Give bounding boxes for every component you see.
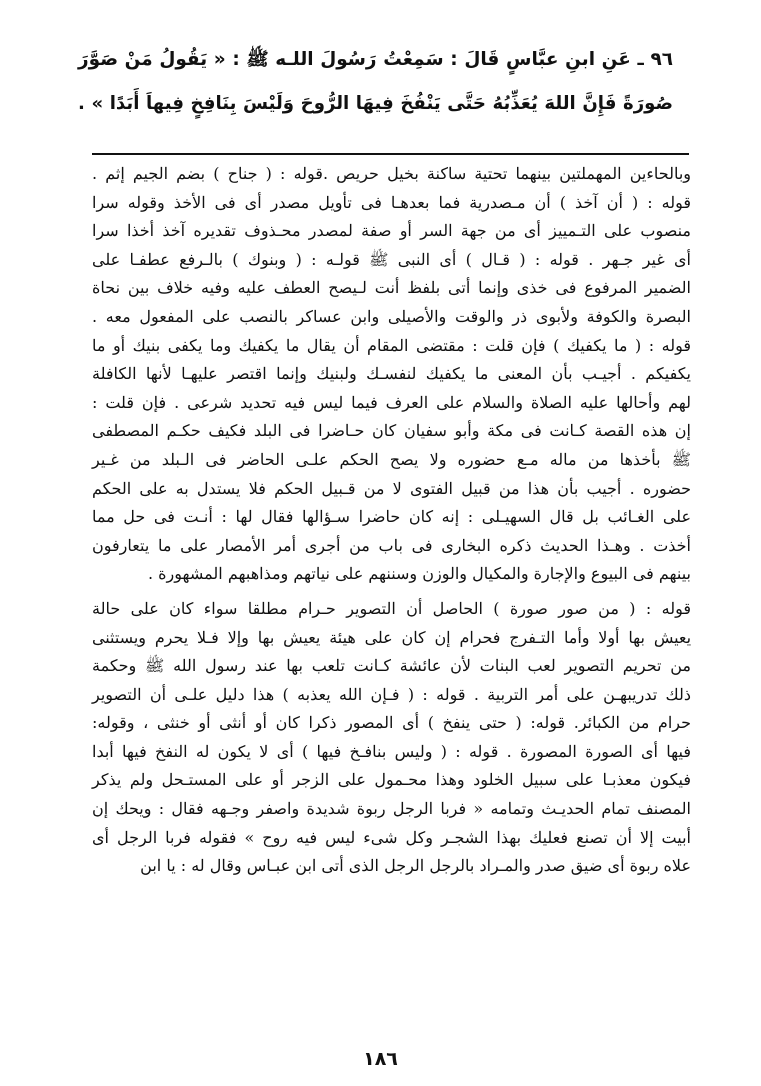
hadith-line: ٩٦ ـ عَنِ ابنِ عبَّاسٍ قَالَ : سَمِعْتُ رَسُولَ اللـه ﷺ : « يَقُولُ مَنْ صَوَّرَ bbox=[78, 49, 673, 70]
text-line: البصرة والكوفة ولأبوى ذر والوقت والأصيلى وابن عساكر بالنصب على المفعول معه . bbox=[92, 306, 691, 326]
text-line: الضمير المرفوع فى خذى وإنما أتى بلفظ أنت لـيصح العطف عليه وفيه خلاف بين نحاة bbox=[92, 278, 691, 298]
text-line: أبيت إلا أن تصنع فعليك بهذا الشجـر وكل شىء ليس فيه روح » فقوله فربا الرجل أى bbox=[92, 827, 691, 847]
text-line: المصنف تمام الحديـث وتمامه « فربا الرجل ربوة شديدة واصفر وجـهه فقال : ويحك إن bbox=[92, 799, 691, 819]
commentary-text bbox=[92, 160, 691, 881]
text-line: وبالحاءين المهملتين بينهما تحتية ساكنة بخيل حريص .قوله : ( جناح ) بضم الجيم إثم . bbox=[92, 164, 691, 183]
text-line: من تحريم التصوير لعب البنات لأن عائشة كـانت تلعب بها عند رسول الله ﷺ وحكمة bbox=[92, 656, 691, 676]
text-line: قوله : ( من صور صورة ) الحاصل أن التصوير حـرام مطلقا سواء كان على حالة bbox=[92, 598, 691, 618]
text-line: يكفيكم . أجيـب بأن المعنى ما يكفيك لنفسـك ولبنيك وإنما اقتصر عليهـا لأنها الكافلة bbox=[92, 364, 691, 384]
text-line: على الغـائب بل قال السهيـلى : إنه كان حاضرا سـؤالها فقال لها : أنـت فى حل مما bbox=[92, 507, 691, 527]
page-number: ١٨٦ bbox=[363, 1048, 398, 1070]
text-line: قوله : ( أن آخذ ) أن مـصدرية فما بعدهـا فى تأويل مصدر أى فى الأخذ وقوله سرا bbox=[92, 192, 691, 212]
text-line: أى غير جـهر . قوله : ( قـال ) أى النبى ﷺ قولـه : ( وبنوك ) بالـرفع عطفـا على bbox=[92, 249, 691, 269]
text-line: ﷺ بأخذها من ماله مـع حضوره ولا يصح الحكم علـى الحاضر فى الـبلد من غـير bbox=[92, 449, 691, 469]
text-line: بينهم فى البيوع والإجارة والمكيال والوزن وسننهم على نياتهم ومذاهبهم المشهورة . bbox=[147, 564, 691, 584]
text-line: علاه ربوة أى ضيق صدر والمـراد بالرجل الرجل الذى أتى ابن عبـاس وقال له : يا ابن bbox=[140, 856, 691, 876]
text-line: لهم وأحالها عليه الصلاة والسلام على العرف فيما ليس فيه تحديد شرعى . فإن قلت : bbox=[92, 392, 691, 412]
text-line: إن هذه القصة كـانت فى مكة وأبو سفيان كان حـاضرا فى البلد فكيف حكـم المصطفى bbox=[92, 421, 691, 441]
text-line: فيها أى الصورة المصورة . قوله : ( وليس بنافـخ فيها ) أى لا يكون له النفخ فيها أبدا bbox=[92, 741, 691, 761]
text-line: منصوب على التـمييز أى من جهة السر أو صفة لمصدر محـذوف تقديره آخذ أخذا سرا bbox=[92, 221, 691, 241]
hadith-line: صُورَةً فَإِنَّ اللهَ يُعَذِّبُهُ حَتَّى يَنْفُخَ فِيهَا الرُّوحَ وَلَيْسَ بِنَافِخٍ فِيهاَ أَبَدًا » . bbox=[78, 93, 673, 114]
text-line: حرام من الكبائر. قوله: ( حتى ينفخ ) أى المصور ذكرا كان أو أنثى أو خنثى ، وقوله: bbox=[92, 713, 691, 733]
commentary-paragraph bbox=[92, 160, 691, 589]
commentary-paragraph bbox=[92, 595, 691, 881]
hadith-text bbox=[78, 38, 673, 126]
text-line: يعيش بها أولا وأما التـفرج فحرام إن كان على هيئة يعيش بها وإلا فـلا يحرم ويستثنى bbox=[92, 627, 691, 647]
text-line: فيكون معذبـا على سبيل الخلود وهذا محـمول على الزجر أو على المستـحل ولم يذكر bbox=[92, 770, 691, 790]
text-line: ذلك تدريبهـن على أمر التربية . قوله : ( فـإن الله يعذبه ) هذا دليل علـى أن التصوير bbox=[92, 684, 691, 704]
separator-rule bbox=[92, 153, 689, 155]
text-line: حضوره . أجيب بأن هذا من قبيل الفتوى لا من قـبيل الحكم فلا يستدل به على الحكم bbox=[92, 478, 691, 498]
text-line: قوله : ( ما يكفيك ) فإن قلت : مقتضى المقام أن يقال ما يكفيك وما يكفى بنيك أو ما bbox=[92, 335, 691, 355]
text-line: أخذت . وهـذا الحديث ذكره البخارى فى باب من أجرى أمر الأمصار على ما يتعارفون bbox=[92, 535, 691, 555]
